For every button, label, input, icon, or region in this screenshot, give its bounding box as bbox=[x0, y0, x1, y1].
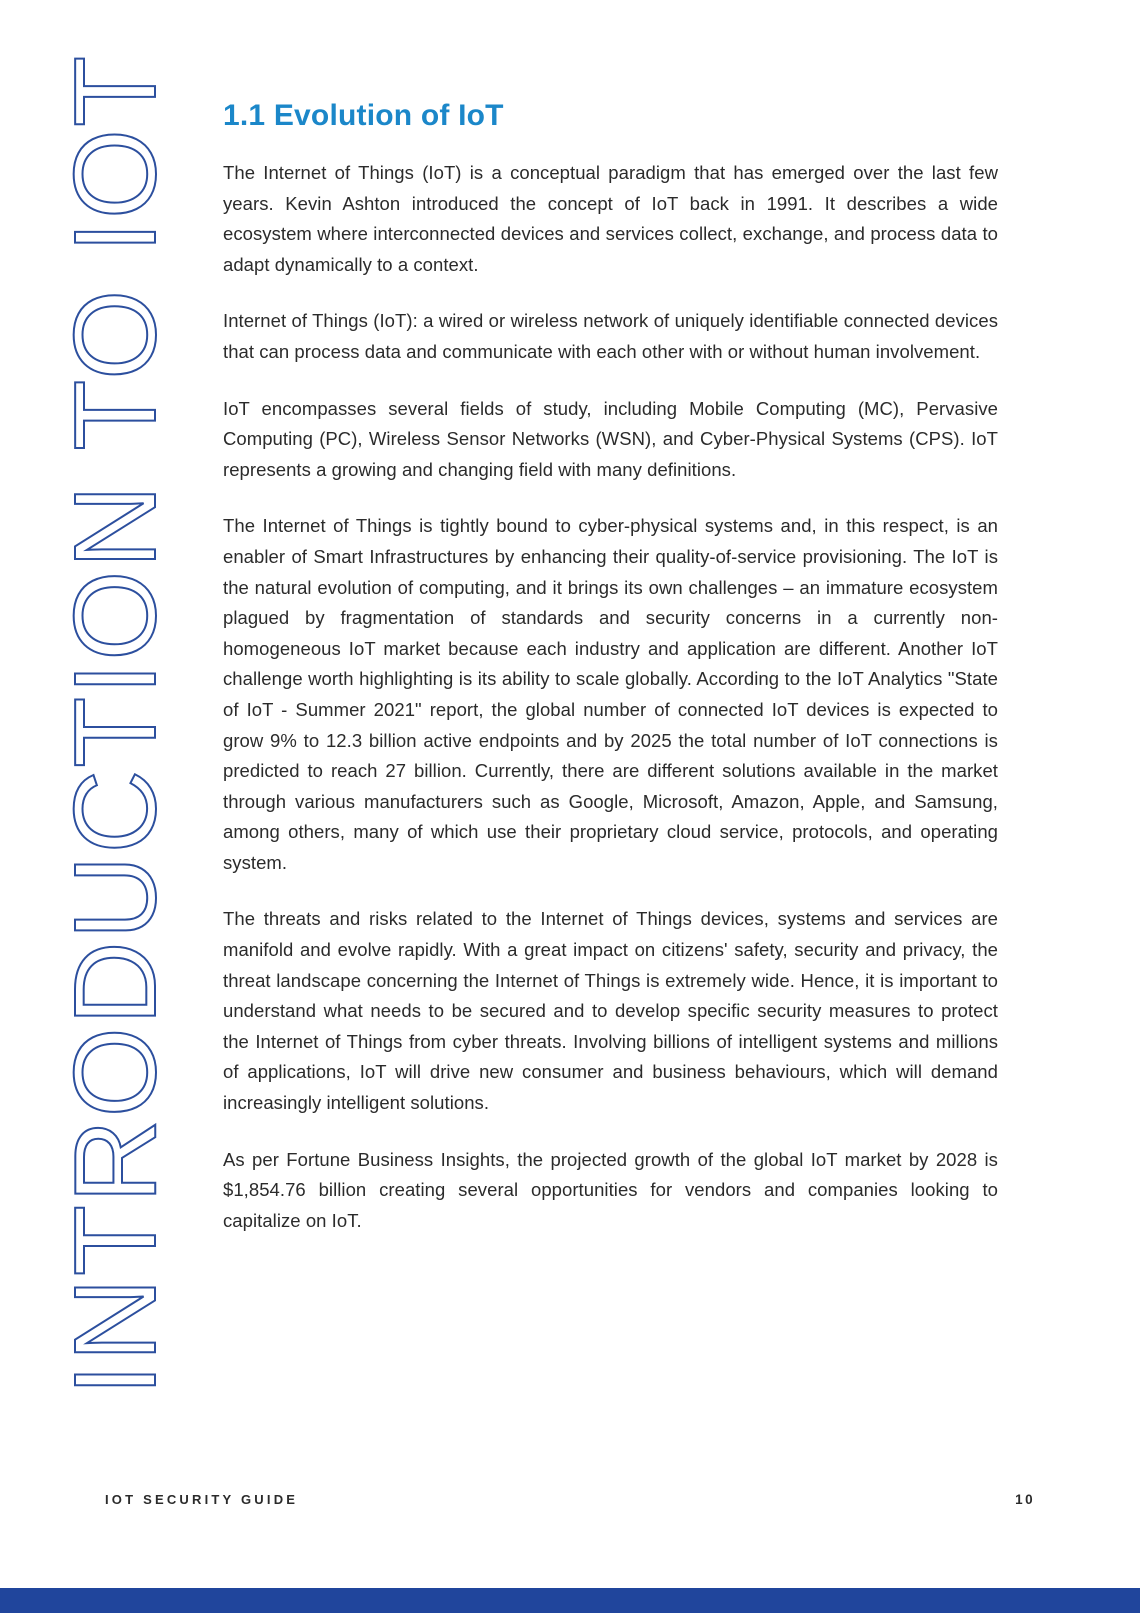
vertical-chapter-title bbox=[0, 0, 230, 1450]
bottom-accent-bar bbox=[0, 1588, 1140, 1613]
page-title: 1.1 Evolution of IoT bbox=[223, 99, 504, 132]
body-paragraph: The threats and risks related to the Internet of Things devices, systems and services are manifold and evolve rapidly. With a great impact on citizens' safety, security and privacy, the threat landscape concerning the Internet of Things is extremely wide. Hence, it is important to understand what needs to be secured and to develop specific security measures to protect the Internet of Things from cyber threats. Involving billions of intelligent systems and millions of applications, IoT will drive new consumer and business behaviours, which will demand increasingly intelligent solutions. bbox=[223, 908, 998, 1114]
footer-document-title: IOT SECURITY GUIDE bbox=[105, 1492, 299, 1507]
content-column bbox=[223, 98, 998, 1236]
body-paragraph: IoT encompasses several fields of study, including Mobile Computing (MC), Pervasive Computing (PC), Wireless Sensor Networks (WSN), and Cyber-Physical Systems (CPS). IoT represents a growing and changing field with many definitions. bbox=[223, 397, 998, 480]
body-paragraph: The Internet of Things is tightly bound to cyber-physical systems and, in this respect, is an enabler of Smart Infrastructures by enhancing their quality-of-service provisioning. The IoT is the natural evolution of computing, and it brings its own challenges – an immature ecosystem plagued by fragmentation of standards and security concerns in a currently non-homogeneous IoT market because each industry and application are different. Another IoT challenge worth highlighting is its ability to scale globally. According to the IoT Analytics "State of IoT - Summer 2021" report, the global number of connected IoT devices is expected to grow 9% to 12.3 billion active endpoints and by 2025 the total number of IoT connections is predicted to reach 27 billion. Currently, there are different solutions available in the market through various manufacturers such as Google, Microsoft, Amazon, Apple, and Samsung, among others, many of which use their proprietary cloud service, protocols, and operating system. bbox=[223, 515, 998, 873]
body-paragraph: Internet of Things (IoT): a wired or wireless network of uniquely identifiable connected devices that can process data and communicate with each other with or without human involvement. bbox=[223, 310, 998, 362]
body-paragraph: As per Fortune Business Insights, the projected growth of the global IoT market by 2028 is $1,854.76 billion creating several opportunities for vendors and companies looking to capitalize on IoT. bbox=[223, 1148, 998, 1231]
page-footer bbox=[105, 1492, 1035, 1507]
body-paragraph: The Internet of Things (IoT) is a conceptual paradigm that has emerged over the last few years. Kevin Ashton introduced the concept of IoT back in 1991. It describes a wide ecosystem where interconnected devices and services collect, exchange, and process data to adapt dynamically to a context. bbox=[223, 162, 998, 275]
footer-page-number: 10 bbox=[1015, 1492, 1035, 1507]
vertical-chapter-title-text: INTRODUCTION TO IOT bbox=[50, 54, 180, 1396]
